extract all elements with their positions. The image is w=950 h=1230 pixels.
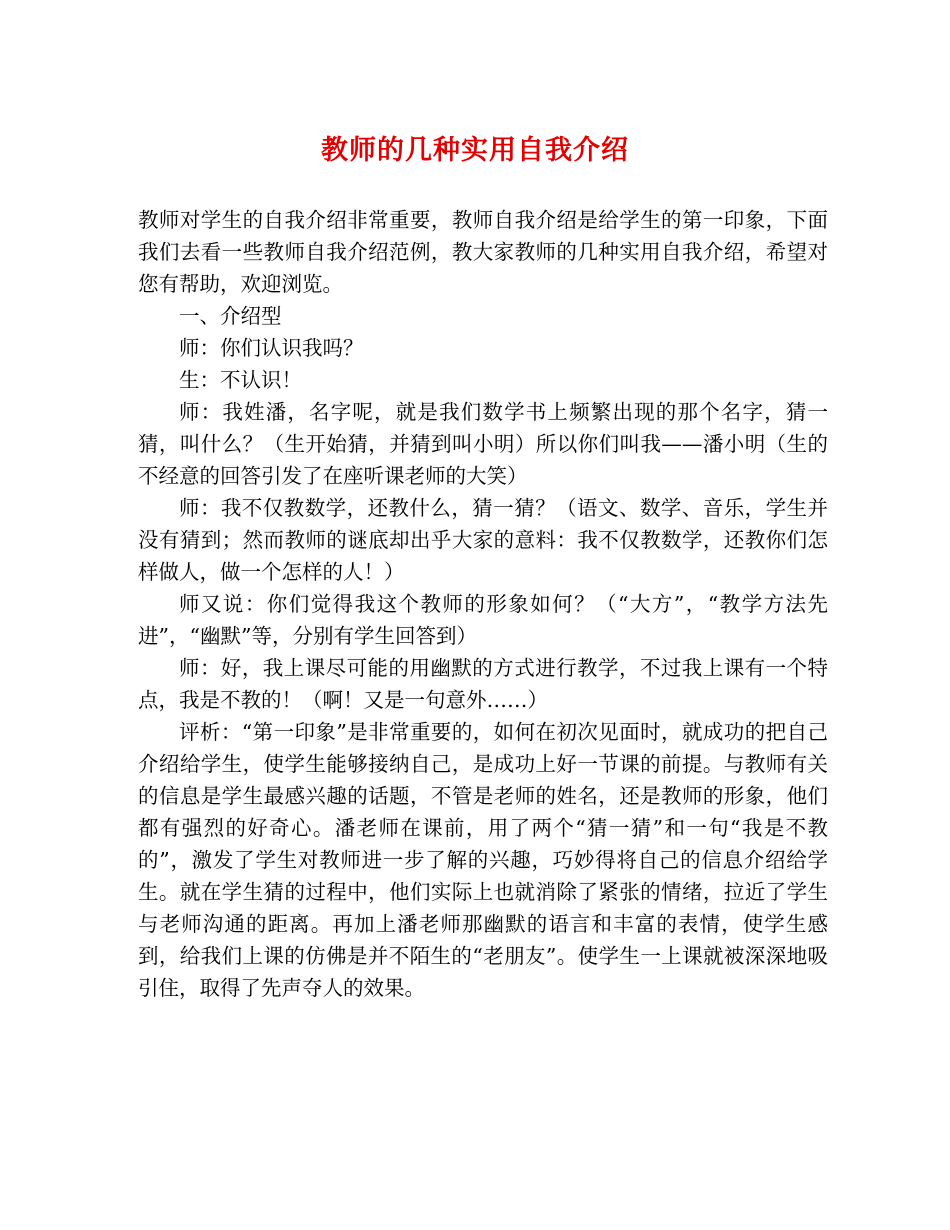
document-title: 教师的几种实用自我介绍 (321, 135, 629, 166)
dialogue-paragraph: 师：好，我上课尽可能的用幽默的方式进行教学，不过我上课有一个特点，我是不教的！（啊！又是一句意外……） (138, 656, 828, 712)
section-heading: 一、介绍型 (179, 304, 282, 328)
dialogue-paragraph: 师：我姓潘，名字呢，就是我们数学书上频繁出现的那个名字，猜一猜，叫什么？（生开始猜，并猜到叫小明）所以你们叫我——潘小明（生的不经意的回答引发了在座听课老师的大笑） (138, 400, 828, 488)
dialogue-paragraph: 生：不认识！ (179, 368, 302, 392)
document-body (138, 204, 828, 1004)
dialogue-paragraph: 师：我不仅教数学，还教什么，猜一猜？（语文、数学、音乐，学生并没有猜到；然而教师的谜底却出乎大家的意料：我不仅教数学，还教你们怎样做人，做一个怎样的人！） (138, 496, 828, 584)
commentary-paragraph: 评析：“第一印象”是非常重要的，如何在初次见面时，就成功的把自己介绍给学生，使学生能够接纳自己，是成功上好一节课的前提。与教师有关的信息是学生最感兴趣的话题，不管是老师的姓名，还是教师的形象，他们都有强烈的好奇心。潘老师在课前，用了两个“猜一猜”和一句“我是不教的”，激发了学生对教师进一步了解的兴趣，巧妙得将自己的信息介绍给学生。就在学生猜的过程中，他们实际上也就消除了紧张的情绪，拉近了学生与老师沟通的距离。再加上潘老师那幽默的语言和丰富的表情，使学生感到，给我们上课的仿佛是并不陌生的“老朋友”。使学生一上课就被深深地吸引住，取得了先声夺人的效果。 (138, 720, 828, 1000)
dialogue-paragraph: 师又说：你们觉得我这个教师的形象如何？（“大方”，“教学方法先进”，“幽默”等，分别有学生回答到） (138, 592, 828, 648)
dialogue-paragraph: 师：你们认识我吗？ (179, 336, 364, 360)
intro-paragraph: 教师对学生的自我介绍非常重要，教师自我介绍是给学生的第一印象，下面我们去看一些教师自我介绍范例，教大家教师的几种实用自我介绍，希望对您有帮助，欢迎浏览。 (138, 208, 828, 296)
